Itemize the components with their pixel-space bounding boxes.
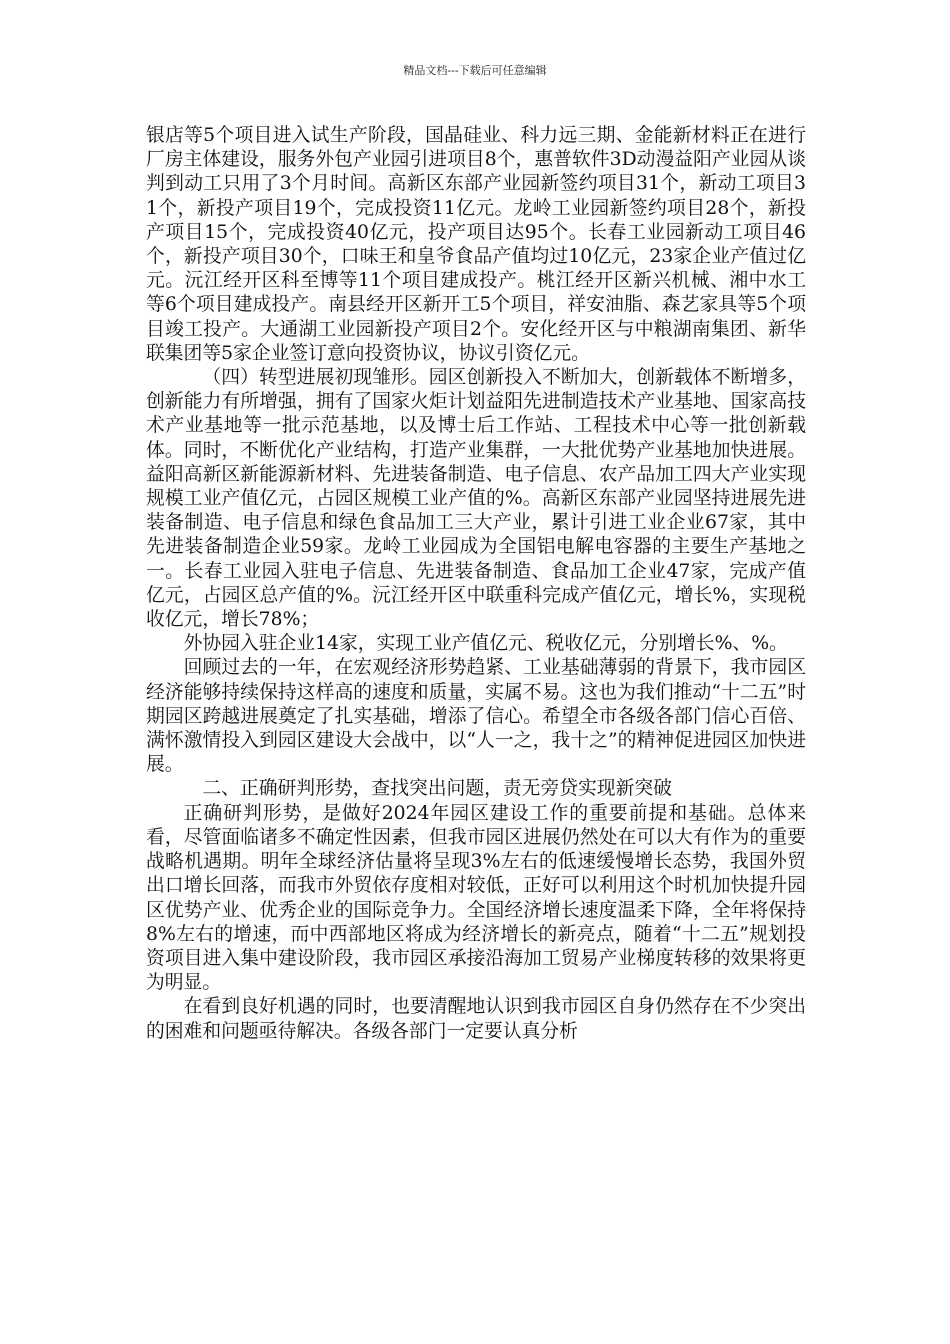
paragraph-problems: 在看到良好机遇的同时，也要清醒地认识到我市园区自身仍然存在不少突出的困难和问题亟待解决。各级各部门一定要认真分析 [146, 996, 806, 1042]
section-heading-two: 二、正确研判形势，查找突出问题，责无旁贷实现新突破 [202, 778, 672, 800]
paragraph-review: 回顾过去的一年，在宏观经济形势趋紧、工业基础薄弱的背景下，我市园区经济能够持续保持这样高的速度和质量，实属不易。这也为我们推动“十二五”时期园区跨越进展奠定了扎实基础，增添了信心。希望全市各级各部门信心百倍、满怀激情投入到园区建设大会战中，以“人一之，我十之”的精神促进园区加快进展。 [146, 657, 806, 776]
paragraph-situation: 正确研判形势，是做好2024年园区建设工作的重要前提和基础。总体来看，尽管面临诸多不确定性因素，但我市园区进展仍然处在可以大有作为的重要战略机遇期。明年全球经济估量将呈现3%左右的低速缓慢增长态势，我国外贸出口增长回落，而我市外贸依存度相对较低，正好可以利用这个时机加快提升园区优势产业、优秀企业的国际竞争力。全国经济增长速度温柔下降，全年将保持8%左右的增速，而中西部地区将成为经济增长的新亮点，随着“十二五”规划投资项目进入集中建设阶段，我市园区承接沿海加工贸易产业梯度转移的效果将更为明显。 [146, 802, 806, 994]
document-body [146, 124, 806, 1044]
paragraph-outsourcing-park: 外协园入驻企业14家，实现工业产值亿元、税收亿元，分别增长%、%。 [183, 633, 788, 655]
page-header: 精品文档---下载后可任意编辑 [403, 64, 547, 77]
paragraph-projects: 银店等5个项目进入试生产阶段，国晶硅业、科力远三期、金能新材料正在进行厂房主体建设，服务外包产业园引进项目8个，惠普软件3D动漫益阳产业园从谈判到动工只用了3个月时间。高新区东部产业园新签约项目31个，新动工项目31个，新投产项目19个，完成投资11亿元。龙岭工业园新签约项目28个，新投产项目15个，完成投资40亿元，投产项目达95个。长春工业园新动工项目46个，新投产项目30个，口味王和皇爷食品产值均过10亿元，23家企业产值过亿元。沅江经开区科至博等11个项目建成投产。桃江经开区新兴机械、湘中水工等6个项目建成投产。南县经开区新开工5个项目，祥安油脂、森艺家具等5个项目竣工投产。大通湖工业园新投产项目2个。安化经开区与中粮湖南集团、新华联集团等5家企业签订意向投资协议，协议引资亿元。 [146, 125, 806, 364]
paragraph-transformation: （四）转型进展初现雏形。园区创新投入不断加大，创新载体不断增多，创新能力有所增强，拥有了国家火炬计划益阳先进制造技术产业基地、国家高技术产业基地等一批示范基地，以及博士后工作站、工程技术中心等一批创新载体。同时，不断优化产业结构，打造产业集群，一大批优势产业基地加快进展。益阳高新区新能源新材料、先进装备制造、电子信息、农产品加工四大产业实现规模工业产值亿元，占园区规模工业产值的%。高新区东部产业园坚持进展先进装备制造、电子信息和绿色食品加工三大产业，累计引进工业企业67家，其中先进装备制造企业59家。龙岭工业园成为全国铝电解电容器的主要生产基地之一。长春工业园入驻电子信息、先进装备制造、食品加工企业47家，完成产值亿元，占园区总产值的%。沅江经开区中联重科完成产值亿元，增长%，实现税收亿元，增长78%； [146, 367, 806, 631]
